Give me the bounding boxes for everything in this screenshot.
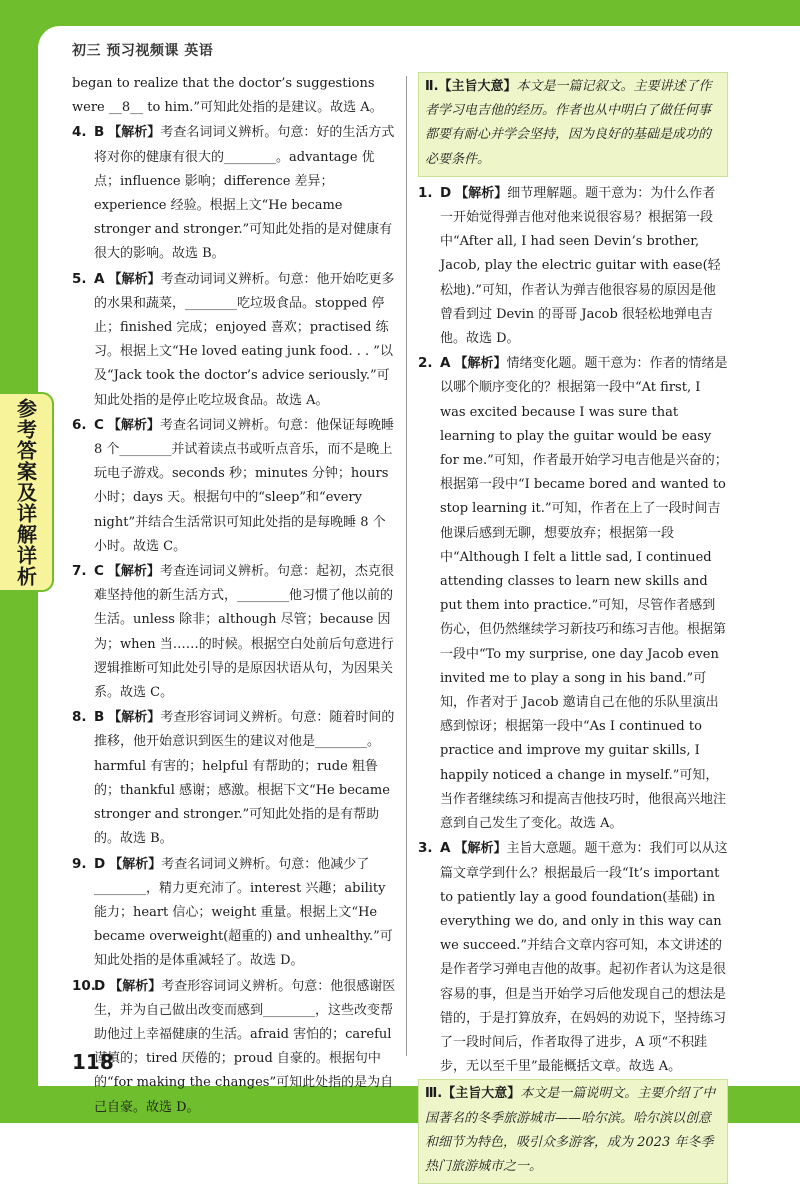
item-number: 9. [72, 855, 87, 872]
item-tag: 【解析】 [454, 841, 507, 857]
answer-item-4 [72, 120, 397, 266]
item-answer: A [440, 840, 451, 857]
item-number: 7. [72, 563, 87, 580]
item-text: 考查形容词词义辨析。句意：随着时间的推移，他开始意识到医生的建议对他是________。harmful 有害的；helpful 有帮助的；rude 粗鲁的；thankful 感谢；感激。根据下文“He became stronger and stronger.”可知此处指的是有帮助的。故选 B。 [94, 710, 395, 847]
side-tab [0, 392, 54, 592]
item-text: 考查形容词词义辨析。句意：他很感谢医生，并为自己做出改变而感到________，这些改变帮助他过上幸福健康的生活。afraid 害怕的；careful 谨慎的；tired 厌倦的；proud 自豪的。根据句中的“for making the changes”可知此处指的是为自己自豪。故选 D。 [94, 978, 396, 1115]
item-text: 考查名词词义辨析。句意：他保证每晚睡 8 个________并试着读点书或听点音乐，而不是晚上玩电子游戏。seconds 秒；minutes 分钟；hours 小时；days 天。根据句中的“sleep”和“every night”并结合生活常识可知此处指的是每晚睡 8 个小时。故选 C。 [94, 417, 394, 554]
main-idea-text: 本文是一篇说明文。主要介绍了中国著名的冬季旅游城市——哈尔滨。哈尔滨以创意和细节为特色，吸引众多游客，成为 2023 年冬季热门旅游城市之一。 [425, 1086, 716, 1174]
item-tag: 【解析】 [108, 271, 161, 287]
page-number: 118 [72, 1050, 114, 1074]
main-idea-label: Ⅲ.【主旨大意】 [425, 1086, 521, 1102]
left-column [72, 72, 397, 1120]
item-number: 5. [72, 270, 87, 287]
answer-item-5 [72, 267, 397, 413]
column-divider [406, 76, 407, 1056]
answer-item-2 [418, 351, 728, 836]
answer-item-3 [418, 836, 728, 1079]
item-answer: C [94, 416, 104, 433]
answer-item-9 [72, 852, 397, 974]
page-header: 初三 预习视频课 英语 [72, 43, 214, 59]
item-number: 10. [72, 977, 96, 994]
item-tag: 【解析】 [107, 417, 160, 433]
item-tag: 【解析】 [455, 185, 508, 201]
right-column [418, 72, 728, 1188]
main-idea-label: Ⅱ.【主旨大意】 [425, 79, 517, 94]
answer-item-7 [72, 559, 397, 705]
item-tag: 【解析】 [108, 125, 161, 141]
answer-item-10 [72, 974, 397, 1120]
item-number: 2. [418, 355, 433, 372]
item-text: 考查名词词义辨析。句意：好的生活方式将对你的健康有很大的________。advantage 优点；influence 影响；difference 差异；experience 经验。根据上文“He became stronger and stronger.”可知此处指的是对健康有很大的影响。故选 B。 [94, 125, 395, 262]
answer-item-8 [72, 705, 397, 851]
item-text: 考查连词词义辨析。句意：起初，杰克很难坚持他的新生活方式，________他习惯了他以前的生活。unless 除非；although 尽管；because 因为；when 当……的时候。根据空白处前后句意进行逻辑推断可知此处引导的是原因状语从句，为因果关系。故选 C。 [94, 564, 394, 701]
item-tag: 【解析】 [454, 356, 507, 372]
answer-item-6 [72, 413, 397, 559]
item-number: 4. [72, 124, 87, 141]
item-answer: D [94, 977, 106, 994]
item-text: 细节理解题。题干意为：为什么作者一开始觉得弹吉他对他来说很容易？根据第一段中“After all, I had seen Devin’s brother, Jacob, play the electric guitar with ease(轻松地).”可知，作者认为弹吉他很容易的原因是他曾看到过 Devin 的哥哥 Jacob 很轻松地弹电吉他。故选 D。 [440, 185, 721, 347]
item-text: 考查动词词义辨析。句意：他开始吃更多的水果和蔬菜，________吃垃圾食品。stopped 停止；finished 完成；enjoyed 喜欢；practised 练习。根据上文“He loved eating junk food. . . ”以及“Jack took the doctor’s advice seriously.”可知此处指的是停止吃垃圾食品。故选 A。 [94, 271, 395, 408]
item-text: 主旨大意题。题干意为：我们可以从这篇文章学到什么？根据最后一段“It’s important to patiently lay a good foundation(基础) in everything we do, and only in this way can we succeed.”并结合文章内容可知，本文讲述的是作者学习弹电吉他的故事。起初作者认为这是很容易的事，但是当开始学习后他发现自己的想法是错的，于是打算放弃，在妈妈的劝说下，坚持练习了一段时间后，作者取得了进步，A 项“不积跬步，无以至千里”最能概括文章。故选 A。 [440, 841, 728, 1075]
side-tab-label: 参考答案及详解详析 [13, 397, 38, 587]
item-number: 8. [72, 709, 87, 726]
item-answer: C [94, 563, 104, 580]
item-number: 6. [72, 416, 87, 433]
item-number: 3. [418, 840, 433, 857]
continuation-text: began to realize that the doctor’s suggestions were __8__ to him.”可知此处指的是建议。故选 A。 [72, 76, 383, 116]
item-tag: 【解析】 [109, 978, 162, 994]
main-idea-box-2 [418, 72, 728, 177]
main-idea-text: 本文是一篇记叙文。主要讲述了作者学习电吉他的经历。作者也从中明白了做任何事都要有耐心并学会坚持，因为良好的基础是成功的必要条件。 [425, 79, 712, 167]
answer-item-1 [418, 181, 728, 351]
item-answer: D [440, 184, 452, 201]
item-answer: D [94, 855, 106, 872]
item-answer: B [94, 709, 105, 726]
item-tag: 【解析】 [108, 710, 161, 726]
item-text: 考查名词词义辨析。句意：他减少了________，精力更充沛了。interest 兴趣；ability 能力；heart 信心；weight 重量。根据上文“He became overweight(超重的) and unhealthy.”可知此处指的是体重减轻了。故选 D。 [94, 856, 393, 969]
item-answer: B [94, 124, 105, 141]
item-tag: 【解析】 [109, 856, 162, 872]
item-number: 1. [418, 184, 433, 201]
main-idea-box-3 [418, 1079, 728, 1184]
item-answer: A [440, 355, 451, 372]
item-answer: A [94, 270, 105, 287]
item-text: 情绪变化题。题干意为：作者的情绪是以哪个顺序变化的？根据第一段中“At first, I was excited because I was sure that learning to play the guitar would be easy for me.”可知，作者最开始学习电吉他是兴奋的；根据第一段中“I became bored and wanted to stop learning it.”可知，作者在上了一段时间吉他课后感到无聊，想要放弃；根据第一段中“Although I felt a little sad, I continued attending classes to learn new skills and put them into practice.”可知，尽管作者感到伤心，但仍然继续学习新技巧和练习吉他。根据第一段中“To my surprise, one day Jacob even invited me to play a song in his band.”可知，作者对于 Jacob 邀请自己在他的乐队里演出感到惊讶；根据第一段中“As I continued to practice and improve my guitar skills, I happily noticed a change in myself.”可知，当作者继续练习和提高吉他技巧时，他很高兴地注意到自己发生了变化。故选 A。 [440, 356, 728, 832]
item-tag: 【解析】 [107, 564, 160, 580]
